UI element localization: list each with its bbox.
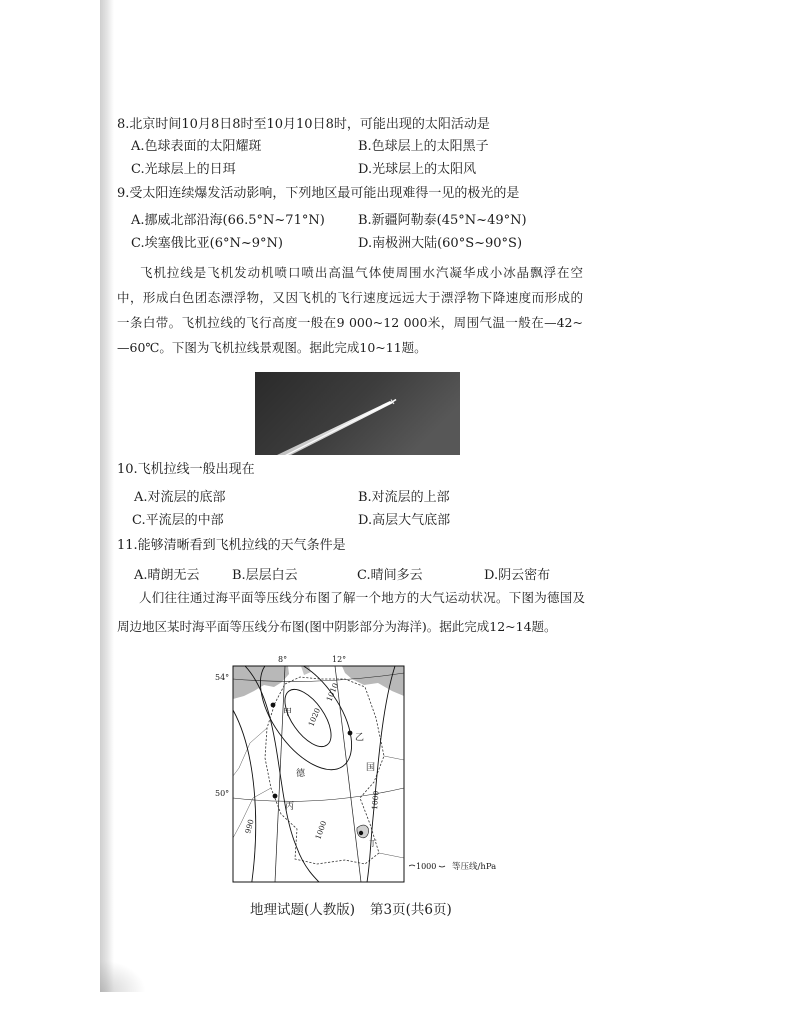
passage2-line-2: 周边地区某时海平面等压线分布图(图中阴影部分为海洋)。据此完成12~14题。 <box>117 619 557 634</box>
point-jia-label: 甲 <box>283 708 293 718</box>
q11-option-d: D.阴云密布 <box>484 568 551 583</box>
q10-option-d: D.高层大气底部 <box>358 513 451 528</box>
passage1-line-2: 中，形成白色团态漂浮物，又因飞机的飞行速度远远大于漂浮物下降速度而形成的 <box>117 290 583 305</box>
footer-title: 地理试题(人教版) <box>250 902 356 918</box>
isobar-label-1000-west: 1000 <box>313 819 329 841</box>
isobar-map <box>205 648 415 886</box>
q8-option-b: B.色球层上的太阳黑子 <box>358 139 489 154</box>
point-ding-marker <box>359 831 363 835</box>
photo-sky <box>255 372 460 455</box>
lake-area <box>357 825 369 838</box>
q9-option-b: B.新疆阿勒泰(45°N~49°N) <box>358 213 527 228</box>
lat-label-54: 54° <box>215 673 230 682</box>
q9-option-d: D.南极洲大陆(60°S~90°S) <box>358 236 523 251</box>
map-legend <box>409 858 496 874</box>
footer-page-number: 第3页(共6页) <box>370 902 452 918</box>
country-label-de: 德 <box>296 769 306 779</box>
country-label-guo: 国 <box>366 763 376 773</box>
q10-stem: 10.飞机拉线一般出现在 <box>117 462 255 477</box>
isobar-label-1010: 1010 <box>324 681 341 703</box>
lon-label-8: 8° <box>278 655 288 664</box>
point-yi-label: 乙 <box>355 733 365 743</box>
q10-option-c: C.平流层的中部 <box>132 513 224 528</box>
legend-isobar-value: 1000 <box>416 862 437 871</box>
q8-option-a: A.色球表面的太阳耀斑 <box>131 139 262 154</box>
q10-option-a: A.对流层的底部 <box>134 490 226 505</box>
legend-isobar-sample <box>409 860 449 872</box>
q8-option-c: C.光球层上的日珥 <box>131 162 236 177</box>
isobar-label-1000-east: 1000 <box>370 790 381 811</box>
point-jia-marker <box>271 703 276 708</box>
legend-isobar-label: 等压线/hPa <box>452 862 497 872</box>
point-yi-marker <box>348 731 353 736</box>
q8-stem: 8.北京时间10月8日8时至10月10日8时，可能出现的太阳活动是 <box>117 117 490 132</box>
scan-shadow-corner <box>100 960 146 992</box>
contrail-photo <box>255 372 460 455</box>
point-bing-marker <box>273 794 278 799</box>
lat-label-50: 50° <box>215 789 230 798</box>
q9-option-a: A.挪威北部沿海(66.5°N~71°N) <box>131 213 325 228</box>
scan-shadow-edge <box>100 0 114 992</box>
q11-option-a: A.晴朗无云 <box>134 568 200 583</box>
q9-stem: 9.受太阳连续爆发活动影响，下列地区最可能出现难得一见的极光的是 <box>117 186 520 201</box>
passage1-line-4: —60℃。下图为飞机拉线景观图。据此完成10~11题。 <box>117 340 427 355</box>
q11-stem: 11.能够清晰看到飞机拉线的天气条件是 <box>117 538 346 553</box>
q8-option-d: D.光球层上的太阳风 <box>358 162 477 177</box>
q11-option-b: B.层层白云 <box>232 568 298 583</box>
isobar-label-990: 990 <box>243 818 256 835</box>
q9-option-c: C.埃塞俄比亚(6°N~9°N) <box>131 236 283 251</box>
passage1-line-1: 飞机拉线是飞机发动机喷口喷出高温气体使周围水汽凝华成小冰晶飘浮在空 <box>140 265 583 280</box>
lon-label-12: 12° <box>332 655 347 664</box>
isobar-label-1020: 1020 <box>306 706 323 728</box>
passage2-line-1: 人们往往通过海平面等压线分布图了解一个地方的大气运动状况。下图为德国及 <box>139 590 585 605</box>
point-ding-label: 丁 <box>369 839 377 848</box>
q11-option-c: C.晴间多云 <box>357 568 423 583</box>
passage1-line-3: 一条白带。飞机拉线的飞行高度一般在9 000~12 000米，周围气温一般在—42~ <box>117 315 583 330</box>
q10-option-b: B.对流层的上部 <box>358 490 450 505</box>
point-bing-label: 丙 <box>285 802 295 812</box>
